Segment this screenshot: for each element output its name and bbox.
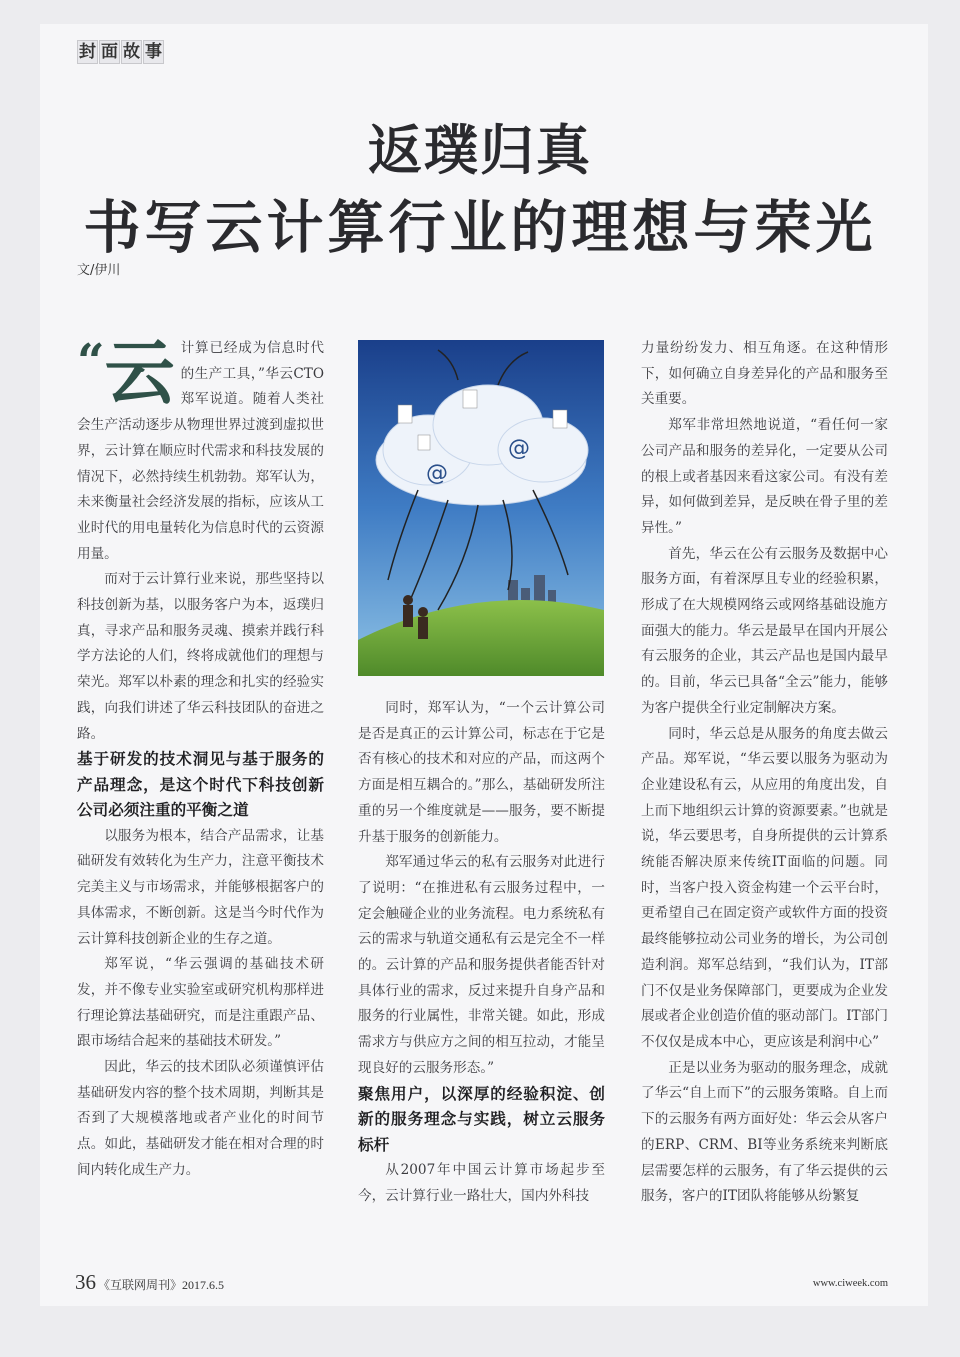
byline: 文/伊川 <box>77 263 121 278</box>
paragraph: 正是以业务为驱动的服务理念，成就了华云“自上而下”的云服务策略。自上而下的云服务有两方面好处：华云会从客户的ERP、CRM、BI等业务系统来判断底层需要怎样的云服务，有了华云提供的云服务，客户的IT团队将能够从纷繁复 <box>641 1059 888 1205</box>
dropcap <box>77 332 175 414</box>
section-heading: 基于研发的技术洞见与基于服务的产品理念，是这个时代下科技创新公司必须注重的平衡之道 <box>77 750 324 820</box>
svg-text:@: @ <box>426 461 448 486</box>
title-line-1: 返璞归真 <box>368 119 592 182</box>
section-tag-char: 事 <box>145 42 162 62</box>
paragraph: 首先，华云在公有云服务及数据中心服务方面，有着深厚且专业的经验积累，形成了在大规模网络云或网络基础设施方面强大的能力。华云是最早在国内开展公有云服务的企业，其云产品也是国内最早的。目前，华云已具备“全云”能力，能够为客户提供全行业定制解决方案。 <box>641 545 888 716</box>
paragraph: 同时，郑军认为，“一个云计算公司是否是真正的云计算公司，标志在于它是否有核心的技术和对应的产品，而这两个方面是相互耦合的。”那么，基础研发所注重的另一个维度就是——服务，要不断提升基于服务的创新能力。 <box>358 700 605 845</box>
section-tag-char: 故 <box>123 42 140 62</box>
section-tag <box>77 40 164 64</box>
paragraph: 以服务为根本，结合产品需求，让基础研发有效转化为生产力，注意平衡技术完美主义与市场需求，并能够根据客户的具体需求，不断创新。这是当今时代作为云计算科技创新企业的生存之道。 <box>77 827 324 947</box>
paragraph: 从2007年中国云计算市场起步至今，云计算行业一路壮大，国内外科技 <box>358 1162 605 1204</box>
website-url: www.ciweek.com <box>812 1278 888 1289</box>
section-tag-char: 封 <box>79 42 96 62</box>
paragraph: 郑军非常坦然地说道，“看任何一家公司产品和服务的差异化，一定要从公司的根上或者基因来看这家公司。有没有差异，如何做到差异，是反映在骨子里的差异性。” <box>641 417 888 536</box>
cloud-illustration <box>358 340 604 676</box>
svg-text:@: @ <box>508 436 530 461</box>
column-2 <box>358 696 605 1209</box>
paragraph: 因此，华云的技术团队必须谨慎评估基础研发内容的整个技术周期，判断其是否到了大规模落地或者产业化的时间节点。如此，基础研发才能在相对合理的时间内转化成生产力。 <box>77 1059 324 1178</box>
column-1 <box>77 332 324 1184</box>
paragraph: 力量纷纷发力、相互角逐。在这种情形下，如何确立自身差异化的产品和服务至关重要。 <box>641 340 888 408</box>
paragraph: 同时，华云总是从服务的角度去做云产品。郑军说，“华云要以服务为驱动为企业建设私有云，从应用的角度出发，自上而下地组织云计算的资源要素。”也就是说，华云要思考，自身所提供的云计算系统能否解决原来传统IT面临的问题。同时，当客户投入资金构建一个云平台时，更希望自己在固定资产或软件方面的投资最终能够拉动公司业务的增长，为公司创造利润。郑军总结到，“我们认为，IT部门不仅是业务保障部门，更要成为企业发展或者企业创造价值的驱动部门。IT部门不仅仅是成本中心，更应该是利润中心” <box>641 725 888 1050</box>
paragraph: 而对于云计算行业来说，那些坚持以科技创新为基，以服务客户为本，返璞归真，寻求产品和服务灵魂、摸索并践行科学方法论的人们，终将成就他们的理想与荣光。郑军以朴素的理念和扎实的经验实践，向我们讲述了华云科技团队的奋进之路。 <box>77 571 324 742</box>
section-heading: 聚焦用户，以深厚的经验积淀、创新的服务理念与实践，树立云服务标杆 <box>358 1084 605 1154</box>
title-line-2: 书写云计算行业的理想与荣光 <box>83 195 877 261</box>
dropcap-char: 云 <box>104 332 175 414</box>
paragraph: 郑军通过华云的私有云服务对此进行了说明：“在推进私有云服务过程中，一定会触碰企业的业务流程。电力系统私有云的需求与轨道交通私有云是完全不一样的。云计算的产品和服务提供者能否针对具体行业的需求，反过来提升自身产品和服务的行业属性，非常关键。如此，形成需求方与供应方之间的相互拉动，才能呈现良好的云服务形态。” <box>358 854 605 1076</box>
lead-paragraph: 计算已经成为信息时代的生产工具，”华云CTO郑军说道。随着人类社会生产活动逐步从物理世界过渡到虚拟世界，云计算在顺应时代需求和科技发展的情况下，必然持续生机勃勃。郑军认为，未来衡量社会经济发展的指标，应该从工业时代的用电量转化为信息时代的云资源用量。 <box>77 340 324 562</box>
dropcap-quote: “ <box>77 334 105 390</box>
page-number: 36 <box>75 1270 96 1294</box>
section-tag-char: 面 <box>101 42 118 62</box>
column-3 <box>641 336 888 1210</box>
paragraph: 郑军说，“华云强调的基础技术研发，并不像专业实验室或研究机构那样进行理论算法基础研究，而是注重跟产品、跟市场结合起来的基础技术研发。” <box>77 956 324 1050</box>
magazine-issue: 《互联网周刊》2017.6.5 <box>98 1278 225 1292</box>
